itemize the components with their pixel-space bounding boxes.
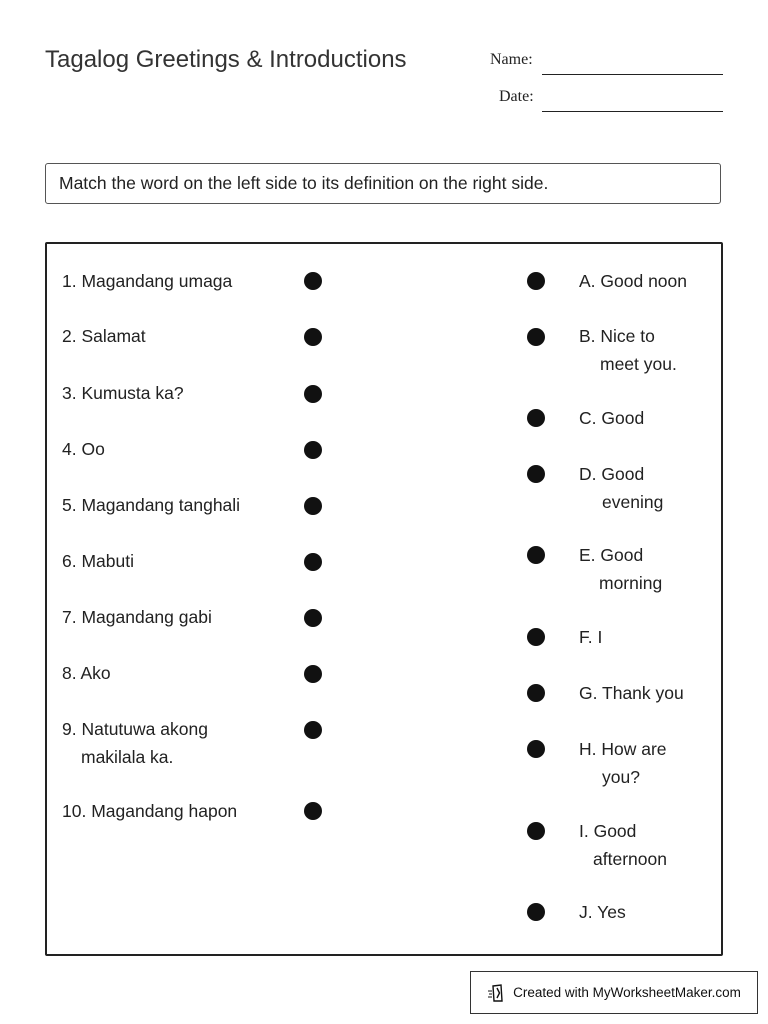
left-match-dot[interactable] [304, 441, 322, 459]
right-match-dot[interactable] [527, 740, 545, 758]
date-field-line[interactable] [542, 111, 723, 112]
left-match-dot[interactable] [304, 553, 322, 571]
right-match-dot[interactable] [527, 903, 545, 921]
created-with-badge[interactable] [470, 971, 758, 1014]
right-item-j: J. Yes [579, 902, 626, 922]
left-match-dot[interactable] [304, 497, 322, 515]
instructions-text: Match the word on the left side to its definition on the right side. [59, 173, 549, 193]
right-item-g: G. Thank you [579, 683, 684, 703]
right-match-dot[interactable] [527, 546, 545, 564]
left-match-dot[interactable] [304, 665, 322, 683]
right-item-f: F. I [579, 627, 603, 647]
right-match-dot[interactable] [527, 409, 545, 427]
left-item-10: 10. Magandang hapon [62, 801, 238, 821]
left-match-dot[interactable] [304, 328, 322, 346]
right-item-b: B. Nice to meet you. [579, 326, 677, 374]
left-item-4: 4. Oo [62, 439, 105, 459]
left-match-dot[interactable] [304, 385, 322, 403]
worksheet-maker-logo-icon [487, 983, 507, 1003]
instructions-box [45, 163, 721, 204]
left-item-8: 8. Ako [62, 663, 111, 683]
left-match-dot[interactable] [304, 609, 322, 627]
right-match-dot[interactable] [527, 328, 545, 346]
left-item-1: 1. Magandang umaga [62, 271, 233, 291]
left-item-3: 3. Kumusta ka? [62, 383, 184, 403]
right-item-i: I. Good afternoon [579, 821, 667, 869]
left-item-7: 7. Magandang gabi [62, 607, 212, 627]
left-match-dot[interactable] [304, 802, 322, 820]
worksheet-title: Tagalog Greetings & Introductions [45, 46, 407, 73]
left-item-9: 9. Natutuwa akong makilala ka. [62, 719, 208, 767]
left-match-dot[interactable] [304, 272, 322, 290]
date-label: Date: [499, 88, 534, 105]
right-match-dot[interactable] [527, 465, 545, 483]
created-with-text: Created with MyWorksheetMaker.com [513, 985, 741, 1000]
left-match-dot[interactable] [304, 721, 322, 739]
left-item-6: 6. Mabuti [62, 551, 134, 571]
name-label: Name: [490, 51, 533, 68]
right-item-a: A. Good noon [579, 271, 687, 291]
right-item-e: E. Good morning [579, 545, 663, 593]
right-match-dot[interactable] [527, 822, 545, 840]
left-item-2: 2. Salamat [62, 326, 146, 346]
right-item-h: H. How are you? [579, 739, 667, 787]
left-item-5: 5. Magandang tanghali [62, 495, 241, 515]
right-match-dot[interactable] [527, 684, 545, 702]
name-field-line[interactable] [542, 74, 723, 75]
right-item-d: D. Good evening [579, 464, 664, 512]
right-match-dot[interactable] [527, 272, 545, 290]
right-item-c: C. Good [579, 408, 645, 428]
right-match-dot[interactable] [527, 628, 545, 646]
